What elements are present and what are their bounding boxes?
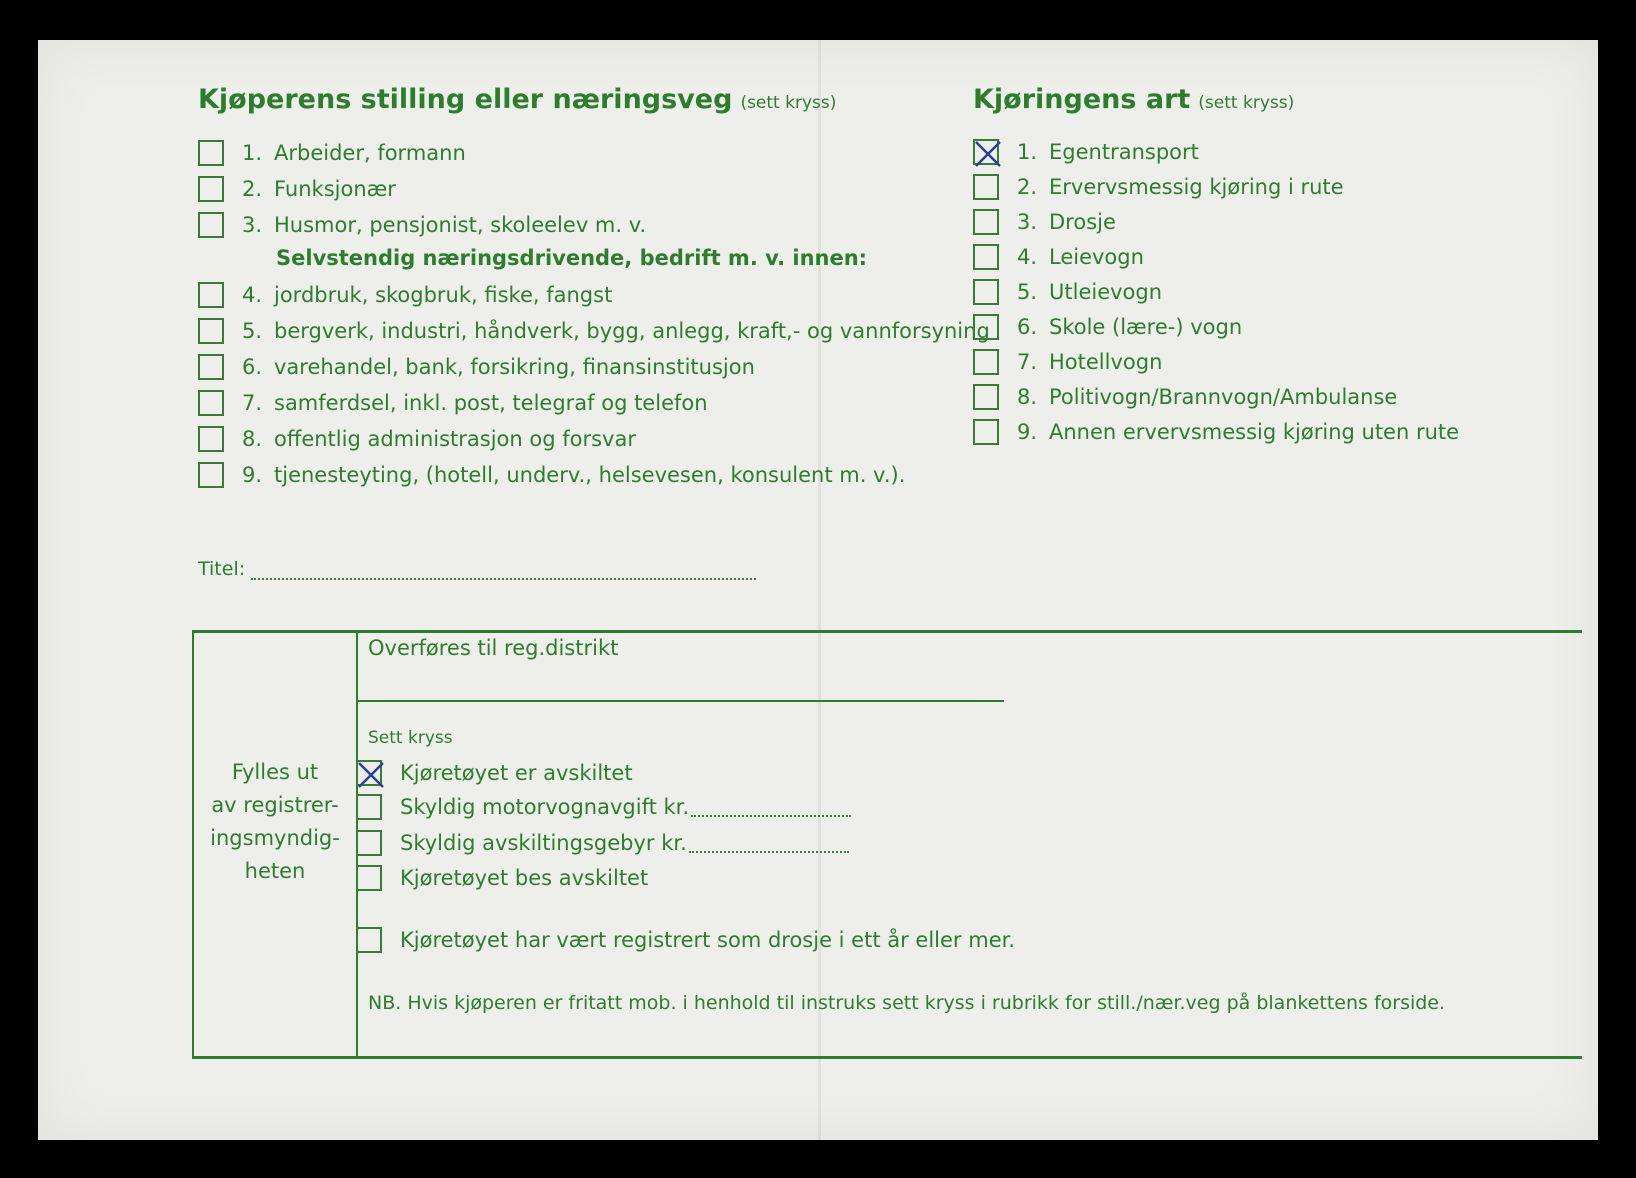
fold-line [818,40,821,1140]
sett-kryss-label: Sett kryss [368,728,453,748]
option-label: Utleievogn [1049,280,1163,304]
transfer-underline [358,700,1004,702]
option-label: Annen ervervsmessig kjøring uten rute [1049,420,1460,444]
option-label: bergverk, industri, håndverk, bygg, anlegg, kraft,- og vannforsyning [274,319,990,343]
buyer-option-6[interactable] [198,352,755,382]
option-number: 7. [1017,350,1038,374]
option-label: jordbruk, skogbruk, fiske, fangst [274,283,613,307]
form-sheet [38,40,1598,1140]
option-label: tjenesteyting, (hotell, underv., helsevesen, konsulent m. v.). [274,463,906,487]
option-number: 4. [1017,245,1038,269]
registry-option-1[interactable] [356,758,633,788]
option-number: 5. [1017,280,1038,304]
transfer-label: Overføres til reg.distrikt [368,636,619,660]
checkbox[interactable] [198,140,224,166]
option-label: Ervervsmessig kjøring i rute [1049,175,1344,199]
buyer-heading-note: (sett kryss) [740,93,837,113]
checkbox[interactable] [356,865,382,891]
option-label: Leievogn [1049,245,1144,269]
registry-bottom-border [192,1056,1582,1059]
checkbox[interactable] [973,314,999,340]
option-label: Husmor, pensjonist, skoleelev m. v. [274,213,647,237]
registry-option-3[interactable] [356,828,849,858]
option-number: 4. [242,283,263,307]
option-number: 6. [242,355,263,379]
checkbox[interactable] [973,244,999,270]
option-label: Egentransport [1049,140,1199,164]
buyer-option-3[interactable] [198,210,646,240]
checkbox[interactable] [973,174,999,200]
driving-heading [973,84,1294,115]
option-label: Drosje [1049,210,1116,234]
buyer-option-9[interactable] [198,460,905,490]
checkbox-checked[interactable] [356,760,382,786]
checkbox[interactable] [356,830,382,856]
checkbox[interactable] [973,349,999,375]
checkbox[interactable] [198,354,224,380]
option-label: Arbeider, formann [274,141,466,165]
driving-option-3[interactable] [973,207,1116,237]
side-label-line: av registrer- [211,793,339,817]
registry-top-border [192,630,1582,633]
driving-option-8[interactable] [973,382,1397,412]
option-label: Kjøretøyet er avskiltet [400,761,633,785]
option-number: 3. [242,213,263,237]
side-label-line: ingsmyndig- [210,826,340,850]
driving-option-2[interactable] [973,172,1344,202]
option-number: 7. [242,391,263,415]
driving-option-4[interactable] [973,242,1144,272]
amount-dotted-line [691,797,851,817]
driving-option-1[interactable] [973,137,1199,167]
option-label: Skyldig avskiltingsgebyr kr. [400,831,687,855]
driving-option-5[interactable] [973,277,1162,307]
x-mark-icon [356,760,386,790]
checkbox[interactable] [973,384,999,410]
x-mark-icon [973,139,1003,169]
checkbox[interactable] [198,426,224,452]
option-label: Kjøretøyet har vært registrert som drosje i ett år eller mer. [400,928,1015,952]
option-label: varehandel, bank, forsikring, finansinstitusjon [274,355,755,379]
option-number: 9. [242,463,263,487]
checkbox[interactable] [198,318,224,344]
checkbox[interactable] [198,462,224,488]
driving-heading-text: Kjøringens art [973,84,1191,115]
option-number: 8. [1017,385,1038,409]
registry-side-label [194,756,356,888]
option-label: Skole (lære-) vogn [1049,315,1243,339]
driving-option-6[interactable] [973,312,1242,342]
option-label: Politivogn/Brannvogn/Ambulanse [1049,385,1398,409]
option-number: 3. [1017,210,1038,234]
title-dotted-line [251,560,756,580]
option-label: samferdsel, inkl. post, telegraf og telefon [274,391,708,415]
checkbox[interactable] [198,390,224,416]
checkbox[interactable] [356,794,382,820]
option-number: 1. [242,141,263,165]
buyer-option-4[interactable] [198,280,612,310]
option-number: 5. [242,319,263,343]
driving-option-9[interactable] [973,417,1459,447]
checkbox-checked[interactable] [973,139,999,165]
option-number: 2. [1017,175,1038,199]
checkbox[interactable] [198,212,224,238]
side-label-line: Fylles ut [231,760,319,784]
self-employed-subheading: Selvstendig næringsdrivende, bedrift m. v. innen: [276,246,868,270]
option-number: 8. [242,427,263,451]
checkbox[interactable] [973,279,999,305]
title-label: Titel: [198,558,246,580]
checkbox[interactable] [973,419,999,445]
checkbox[interactable] [198,282,224,308]
option-label: offentlig administrasjon og forsvar [274,427,636,451]
checkbox[interactable] [198,176,224,202]
buyer-heading-text: Kjøperens stilling eller næringsveg [198,84,733,115]
option-label: Hotellvogn [1049,350,1163,374]
registry-option-4[interactable] [356,863,648,893]
option-label: Kjøretøyet bes avskiltet [400,866,649,890]
driving-option-7[interactable] [973,347,1162,377]
buyer-option-5[interactable] [198,316,990,346]
checkbox[interactable] [973,209,999,235]
driving-heading-note: (sett kryss) [1198,93,1295,113]
option-label: Skyldig motorvognavgift kr. [400,795,690,819]
buyer-heading [198,84,836,115]
side-label-line: heten [244,859,306,883]
nb-note: NB. Hvis kjøperen er fritatt mob. i henhold til instruks sett kryss i rubrikk for still./nær.veg på blankettens forside. [368,992,1446,1014]
option-number: 1. [1017,140,1038,164]
amount-dotted-line [689,833,849,853]
option-number: 9. [1017,420,1038,444]
option-label: Funksjonær [274,177,396,201]
buyer-option-8[interactable] [198,424,636,454]
buyer-option-7[interactable] [198,388,708,418]
buyer-option-2[interactable] [198,174,396,204]
checkbox[interactable] [356,927,382,953]
option-number: 6. [1017,315,1038,339]
option-number: 2. [242,177,263,201]
registry-option-2[interactable] [356,792,851,822]
registry-option-5[interactable] [356,925,1015,955]
buyer-option-1[interactable] [198,138,466,168]
title-field[interactable] [198,558,756,580]
